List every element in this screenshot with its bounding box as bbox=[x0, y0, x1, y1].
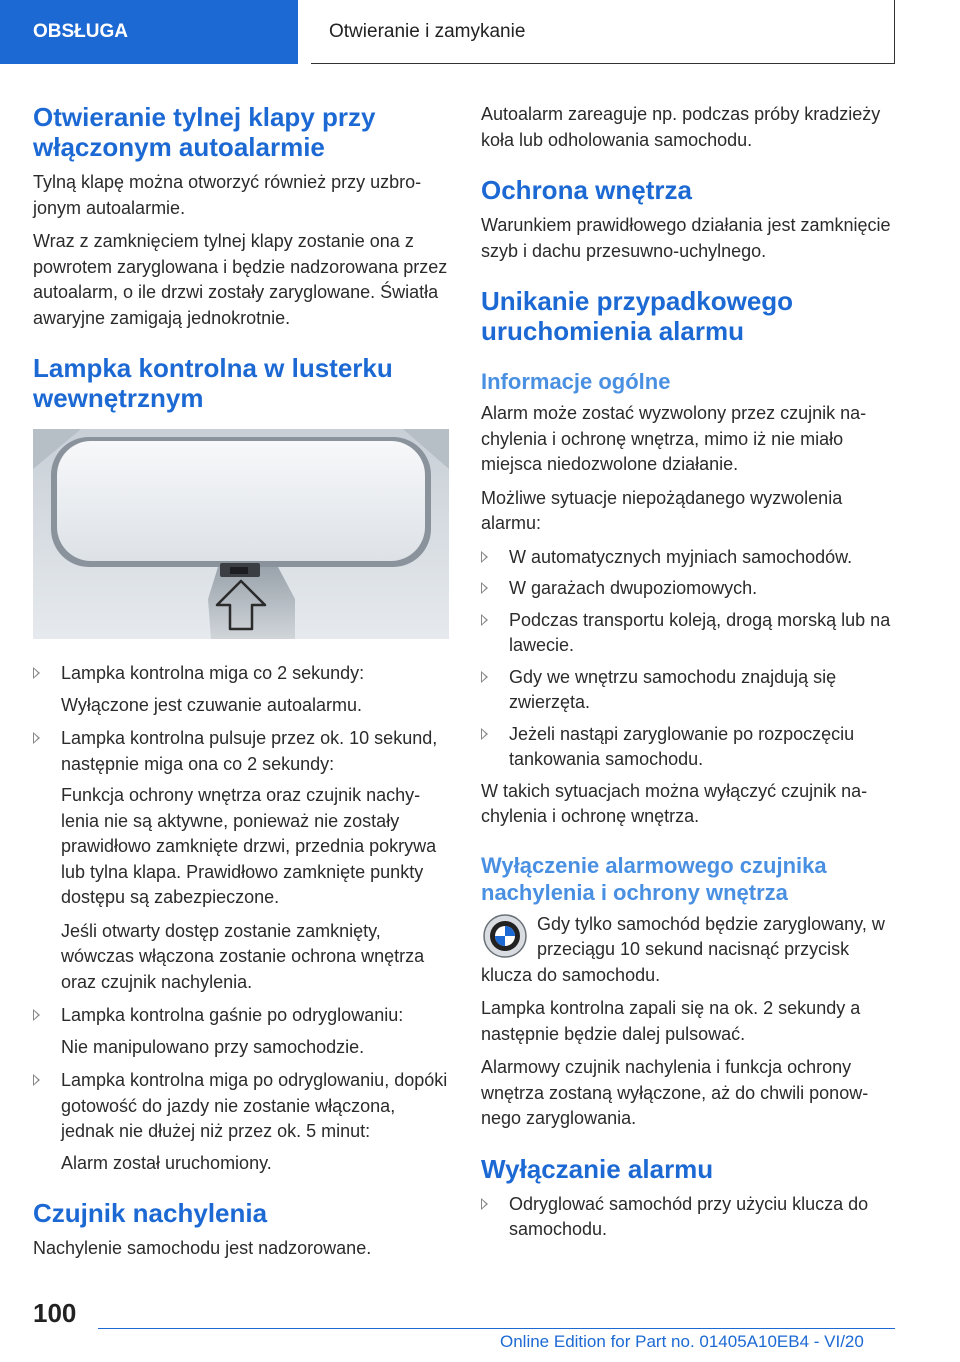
false-alarm-situations-list bbox=[481, 545, 897, 773]
lamp-status-list-2 bbox=[33, 726, 449, 777]
list-item: W garażach dwupoziomowych. bbox=[481, 576, 897, 602]
triangle-bullet-icon bbox=[481, 1198, 488, 1210]
lamp-status-list-3 bbox=[33, 1003, 449, 1029]
right-column bbox=[481, 102, 897, 1249]
left-column bbox=[33, 102, 449, 1270]
list-item: Podczas transportu koleją, drogą morską lub na lawecie. bbox=[481, 608, 897, 659]
heading-control-lamp: Lampka kontrolna w lusterku wewnętrznym bbox=[33, 353, 393, 413]
paragraph-general-2: Możliwe sytuacje niepożądanego wyzwolenia alarmu: bbox=[481, 487, 843, 533]
list-item-detail: Alarm został uruchomiony. bbox=[61, 1152, 272, 1173]
triangle-bullet-icon bbox=[481, 671, 488, 683]
lamp-status-list-4 bbox=[33, 1068, 449, 1145]
paragraph-disable-3: Alarmowy czujnik nachylenia i funkcja ochrony wnętrza zostaną wyłączone, aż do chwili ponownego zaryglowania. bbox=[481, 1057, 869, 1128]
paragraph-general-1: Alarm może zostać wyzwolony przez czujnik nachylenia i ochronę wnętrza, mimo iż nie miało miejsca niedozwolone działanie. bbox=[481, 403, 867, 474]
heading-disable-tilt-interior: Wyłączenie alarmowego czujnika nachylenia i ochrony wnętrza bbox=[481, 852, 827, 905]
paragraph-tailgate-1: Tylną klapę można otworzyć również przy uzbrojonym autoalarmie. bbox=[33, 172, 422, 218]
chapter-title: Otwieranie i zamykanie bbox=[311, 0, 895, 64]
list-item: Lampka kontrolna pulsuje przez ok. 10 sekund, następnie miga ona co 2 sekundy: bbox=[33, 726, 449, 777]
bmw-key-button-icon bbox=[483, 914, 527, 958]
heading-tilt-sensor: Czujnik nachylenia bbox=[33, 1198, 268, 1228]
list-item: Lampka kontrolna miga co 2 sekundy: bbox=[33, 661, 449, 687]
heading-avoid-false-alarm: Unikanie przypadkowego uruchomienia alarmu bbox=[481, 286, 794, 346]
paragraph-tailgate-2: Wraz z zamknięciem tylnej klapy zostanie ona z powrotem zaryglowana i będzie nadzorowana przez autoalarm, o ile drzwi zostały zaryglowane. Światła awaryjne zamigają jednokrotnie. bbox=[33, 231, 448, 328]
list-item: Jeżeli nastąpi zaryglowanie po rozpoczęciu tankowania samochodu. bbox=[481, 722, 897, 773]
heading-tailgate: Otwieranie tylnej klapy przy włączonym autoalarmie bbox=[33, 102, 376, 162]
list-item: W automatycznych myjniach samochodów. bbox=[481, 545, 897, 571]
paragraph-tilt: Nachylenie samochodu jest nadzorowane. bbox=[33, 1238, 372, 1258]
triangle-bullet-icon bbox=[33, 667, 40, 679]
triangle-bullet-icon bbox=[481, 551, 488, 563]
triangle-bullet-icon bbox=[481, 614, 488, 626]
turn-off-list bbox=[481, 1192, 897, 1243]
triangle-bullet-icon bbox=[481, 582, 488, 594]
triangle-bullet-icon bbox=[33, 732, 40, 744]
rearview-mirror-illustration bbox=[33, 429, 449, 639]
list-item: Gdy we wnętrzu samochodu znajdują się zwierzęta. bbox=[481, 665, 897, 716]
lamp-status-list bbox=[33, 661, 449, 687]
section-tab: OBSŁUGA bbox=[0, 0, 298, 64]
paragraph-alarm-reaction: Autoalarm zareaguje np. podczas próby kradzieży koła lub odholowania samochodu. bbox=[481, 104, 881, 150]
list-item-detail: Wyłączone jest czuwanie autoalarmu. bbox=[61, 694, 362, 715]
list-item-detail: Nie manipulowano przy samochodzie. bbox=[61, 1036, 365, 1057]
triangle-bullet-icon bbox=[33, 1009, 40, 1021]
list-item-detail: Jeśli otwarty dostęp zostanie zamknięty, wówczas włączona zostanie ochrona wnętrza oraz czujnik nachylenia. bbox=[61, 920, 425, 992]
footer-edition: Online Edition for Part no. 01405A10EB4 - VI/20 bbox=[500, 1332, 864, 1351]
triangle-bullet-icon bbox=[33, 1074, 40, 1086]
triangle-bullet-icon bbox=[481, 728, 488, 740]
page-number: 100 bbox=[33, 1298, 77, 1328]
heading-turn-off-alarm: Wyłączanie alarmu bbox=[481, 1153, 714, 1184]
heading-interior-protection: Ochrona wnętrza bbox=[481, 175, 692, 205]
paragraph-interior: Warunkiem prawidłowego działania jest zamknięcie szyb i dachu przesuwno-uchylnego. bbox=[481, 215, 891, 261]
heading-general-info: Informacje ogólne bbox=[481, 369, 671, 394]
key-instruction bbox=[481, 912, 897, 989]
paragraph-general-3: W takich sytuacjach można wyłączyć czujnik nachylenia i ochronę wnętrza. bbox=[481, 780, 868, 826]
paragraph-disable-2: Lampka kontrolna zapali się na ok. 2 sekundy a następnie będzie dalej pulsować. bbox=[481, 998, 861, 1044]
list-item: Odryglować samochód przy użyciu klucza do samochodu. bbox=[481, 1192, 897, 1243]
footer-divider bbox=[98, 1328, 895, 1329]
list-item-detail: Funkcja ochrony wnętrza oraz czujnik nachylenia nie są aktywne, ponieważ nie zostały prawidłowo zamknięte drzwi, przednia pokrywa lub tylna klapa. Prawidłowo zamknięte punkty dostępu są zabezpieczone. bbox=[61, 785, 437, 907]
paragraph-disable-1: Gdy tylko samochód będzie zaryglowany, w przeciągu 10 sekund nacisnąć przycisk klucza do samochodu. bbox=[481, 913, 885, 985]
list-item: Lampka kontrolna gaśnie po odryglowaniu: bbox=[33, 1003, 449, 1029]
list-item: Lampka kontrolna miga po odryglowaniu, dopóki gotowość do jazdy nie zostanie włączona, jednak nie dłużej niż przez ok. 5 minut: bbox=[33, 1068, 449, 1145]
